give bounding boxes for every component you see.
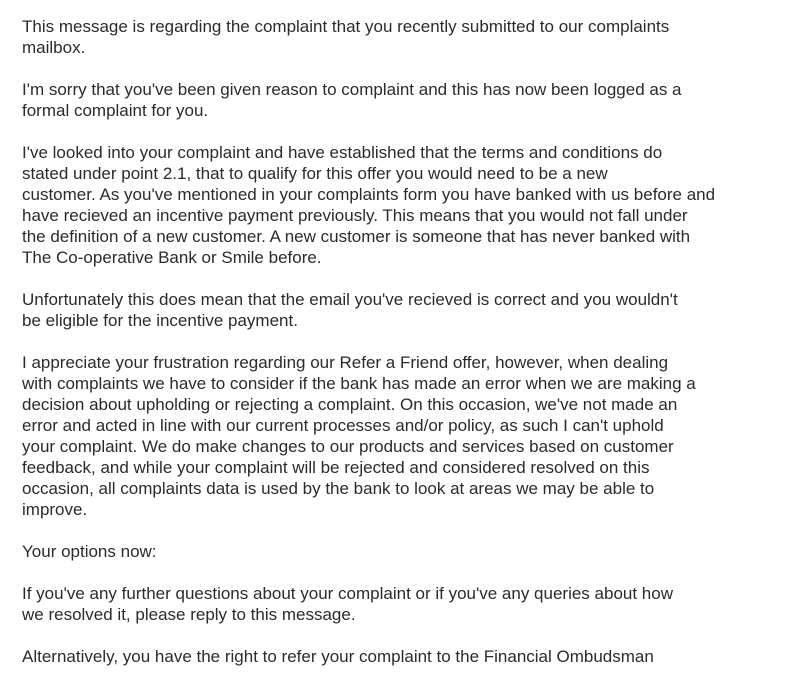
text-line: I'm sorry that you've been given reason to complaint and this has now been logged as a — [22, 80, 682, 99]
text-line: formal complaint for you. — [22, 101, 209, 120]
text-line: the definition of a new customer. A new customer is someone that has never banked with — [22, 227, 691, 246]
paragraph-options-heading — [22, 541, 782, 562]
paragraph-reply-option — [22, 583, 782, 625]
text-line: This message is regarding the complaint that you recently submitted to our complaints — [22, 17, 670, 36]
text-line: your complaint. We do make changes to our products and services based on customer — [22, 437, 674, 456]
paragraph-decision — [22, 352, 782, 520]
text-line: with complaints we have to consider if the bank has made an error when we are making a — [22, 374, 696, 393]
text-line: Alternatively, you have the right to refer your complaint to the Financial Ombudsman — [22, 647, 654, 666]
text-line: stated under point 2.1, that to qualify for this offer you would need to be a new — [22, 164, 608, 183]
text-line: we resolved it, please reply to this message. — [22, 605, 356, 624]
paragraph-ombudsman — [22, 646, 782, 667]
text-line: be eligible for the incentive payment. — [22, 311, 298, 330]
paragraph-intro — [22, 16, 782, 58]
text-line: If you've any further questions about your complaint or if you've any queries about how — [22, 584, 673, 603]
text-line: decision about upholding or rejecting a complaint. On this occasion, we've not made an — [22, 395, 678, 414]
paragraph-findings — [22, 142, 782, 268]
text-line: error and acted in line with our current processes and/or policy, as such I can't uphold — [22, 416, 664, 435]
text-line: customer. As you've mentioned in your complaints form you have banked with us before and — [22, 185, 716, 204]
text-line: feedback, and while your complaint will be rejected and considered resolved on this — [22, 458, 650, 477]
message-body — [22, 16, 782, 688]
paragraph-apology — [22, 79, 782, 121]
text-line: mailbox. — [22, 38, 86, 57]
text-line: I've looked into your complaint and have established that the terms and conditions do — [22, 143, 663, 162]
text-line: have recieved an incentive payment previously. This means that you would not fall under — [22, 206, 688, 225]
text-line: The Co-operative Bank or Smile before. — [22, 248, 322, 267]
text-line: Unfortunately this does mean that the email you've recieved is correct and you wouldn't — [22, 290, 678, 309]
text-line: I appreciate your frustration regarding our Refer a Friend offer, however, when dealing — [22, 353, 669, 372]
paragraph-outcome — [22, 289, 782, 331]
text-line: occasion, all complaints data is used by the bank to look at areas we may be able to — [22, 479, 655, 498]
text-line: Your options now: — [22, 542, 157, 561]
text-line: improve. — [22, 500, 88, 519]
